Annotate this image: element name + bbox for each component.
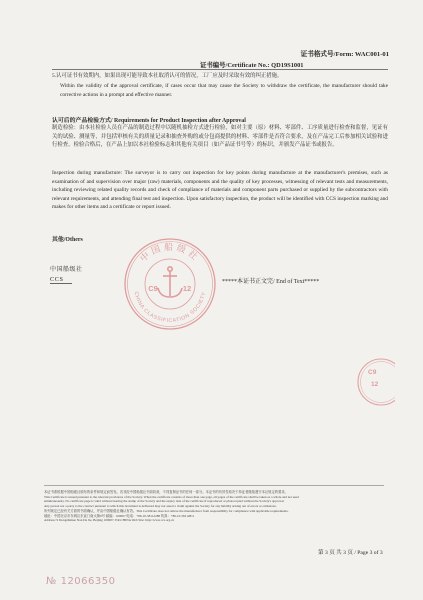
seal-bottom-text: CHINA CLASSIFICATION SOCIETY [132,291,208,325]
inspection-paragraph-en: Inspection during manufacture: The surveyor is to carry out inspection for key points during manufacture at the manufacturer's premises, such as examination of and supervision over major (raw) materials, components and the quality of key processes, witnessing of relevant tests and measurements, including reviewing related quality records and check of compliance of materials and component parts purchased or supplied by the subcontractors with relevant requirements, and attending final test and inspection. Upon satisfactory inspection, the product will be identified with CCS inspection marking and makes for other items and a certificate or report issued. [52,170,388,211]
section-title: 认可后的产品检验方式/ Requirements for Product Inspection after Approval [52,118,246,124]
footer-line: This Certificate is issued pursuant to the relevant provisions of the Society. When the certificate consists of more than one page, all pages of the certificate shall be taken as a whole and not used [44,494,299,499]
clause-5-text: 5.认可证书有效期内，如果出现可能导致本社取消认可的情况，工厂应及时采取有效的纠正措施。 [52,73,283,79]
svg-text:CHINA CLASSIFICATION SOCIETY [132,291,207,324]
anchor-icon [158,267,182,297]
footer-line: Address: 9 Dongzhimen Nan Da Jie, Beijing 100007, P.R.CHINA Web Site: http://www.ccs.org.cn [44,518,175,523]
edge-seal [355,356,395,408]
svg-text:中国船级社 [137,241,202,264]
footer-notice [44,490,384,523]
footer-line: 地址：中国北京市东城区东直门南大街9号 邮编：100007 电话：+86-10-58112288 传真：+86-10-58112811 [44,513,195,518]
footer-divider [44,485,384,486]
certificate-number: 证书编号/Certificate No.: QD19S1001 [200,62,304,69]
signature-line [50,283,72,284]
society-seal [122,236,218,332]
footer-line: 所列规定已经有关方面的书面确认，并由中国船级社确认有效。This Certificate does not relieve the manufacturer from responsibility for compliance with applicable requirements. [44,508,289,513]
footer-line: simultaneously. No certificate page is valid without bearing the stamp of the Society and the expiry date of the certificate if reproduced or photocopied without the Society's approval. [44,499,285,504]
footer-line: Any person not a party to the contract pursuant to which this document is delivered may not assert a claim against the Society for any liability arising out of errors or omissions. [44,504,277,509]
footer-line: 本证书系根据中国船级社颁布的条件和规定而签发。若非经中国船级社书面同意，不得复制证书的任何一部分。本证书的有效性取决于持证者继续遵守本社规定的要求。 [44,490,288,494]
serial-number: № 12066350 [46,576,116,587]
edge-seal-code: C9 [368,369,377,376]
end-of-text: *****本证书正文完/ End of Text***** [222,279,320,285]
header-divider [52,69,388,70]
page-count: 第 3 页 共 3 页 / Page 3 of 3 [318,550,383,556]
form-number: 证书格式号/Form: WAC001-01 [300,51,389,58]
society-name-en: CCS [50,276,64,283]
society-name-cn: 中国船级社 [50,267,83,273]
others-heading: 其他/Others [52,237,83,243]
seal-number: 12 [182,284,192,293]
edge-seal-number: 12 [371,381,379,388]
validity-paragraph: Within the validity of the approval certificate, if cases occur that may cause the Society to withdraw the certificate, the manufacturer should take corrective actions in a prompt and effective manner. [60,83,388,98]
seal-top-text: 中国船级社 [138,242,202,264]
inspection-paragraph-cn: 制造检验：由本社检验人员在产品的制造过程中以随机抽检方式进行检验，如对主要（原）材料、零部件、工序质量进行检查和监督，见证有关的试验、测量等，并包括审核有关的质量记录和抽查外购的或分包商提供的材料、零部件是否符合要求，及在产品完工后参加相关试验和进行检查。检验合格后，在产品上加以本社检验标志和其他有关项目（如产品证书号等）的标识，并颁发产品证书或报告。 [52,125,388,149]
seal-code: C9 [148,284,158,293]
